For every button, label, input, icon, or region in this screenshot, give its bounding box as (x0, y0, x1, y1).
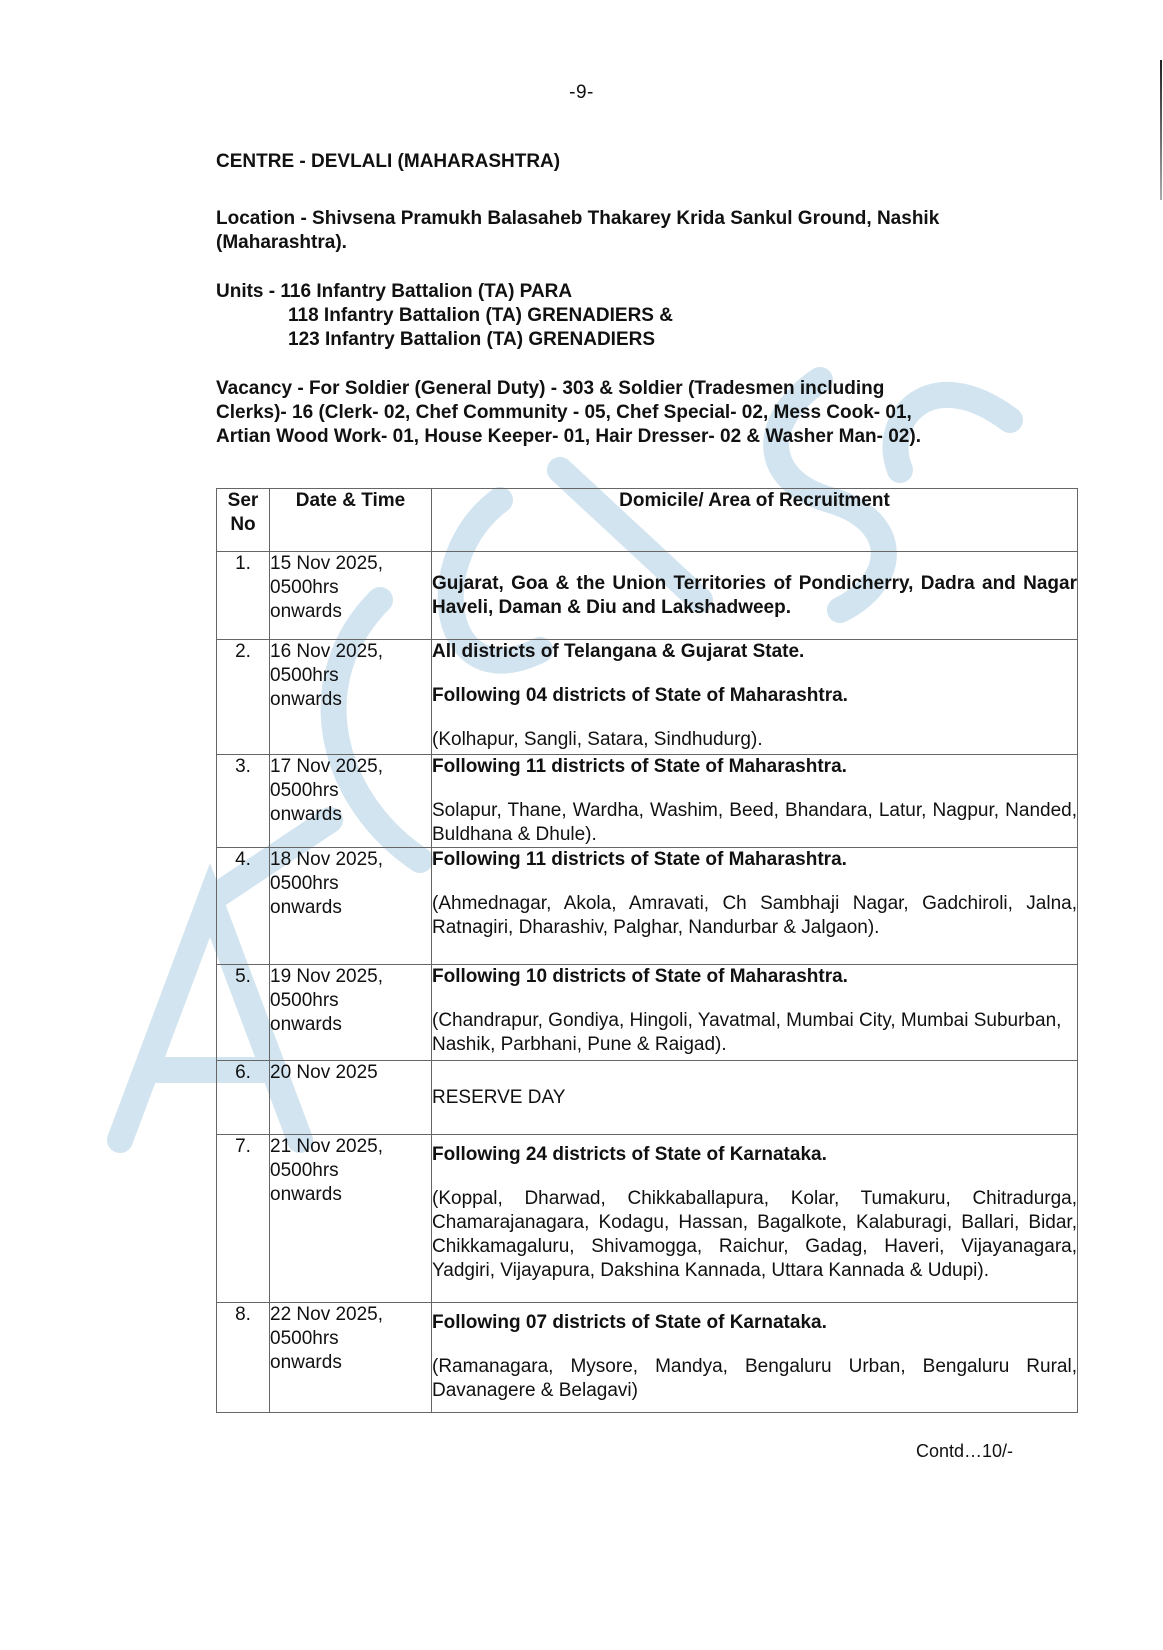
onwards-text: onwards (270, 1184, 342, 1205)
onwards-text: onwards (270, 689, 342, 710)
unit-item: 123 Infantry Battalion (TA) GRENADIERS (288, 329, 656, 350)
table-header-row (217, 489, 1078, 552)
cell-ser: 5. (217, 965, 270, 1061)
time-text: 0500hrs (270, 1328, 339, 1349)
vacancy-block (216, 377, 1076, 449)
continued-note: Contd…10/- (916, 1441, 1014, 1461)
cell-area (432, 1303, 1078, 1413)
unit-item: 118 Infantry Battalion (TA) GRENADIERS & (288, 305, 673, 326)
table-row (217, 755, 1078, 848)
reserve-day-text: RESERVE DAY (432, 1086, 566, 1108)
table-row (217, 1061, 1078, 1135)
table-row (217, 1303, 1078, 1413)
cell-area (432, 848, 1078, 965)
cell-date (270, 1135, 432, 1303)
centre-title: CENTRE - DEVLALI (MAHARASHTRA) (216, 151, 561, 172)
cell-date (270, 1061, 432, 1135)
cell-ser: 8. (217, 1303, 270, 1413)
cell-date (270, 848, 432, 965)
area-heading: Following 24 districts of State of Karnataka. (432, 1144, 827, 1165)
cell-ser: 7. (217, 1135, 270, 1303)
units-line (216, 280, 1076, 304)
table-row (217, 552, 1078, 640)
date-text: 20 Nov 2025 (270, 1062, 378, 1083)
cell-ser: 3. (217, 755, 270, 848)
onwards-text: onwards (270, 1014, 342, 1035)
onwards-text: onwards (270, 601, 342, 622)
time-text: 0500hrs (270, 990, 339, 1011)
header-date-time: Date & Time (270, 489, 432, 552)
time-text: 0500hrs (270, 1160, 339, 1181)
units-label: Units - (216, 281, 281, 302)
page-number: -9- (569, 82, 594, 103)
cell-area (432, 552, 1078, 640)
vacancy-line: Vacancy - For Soldier (General Duty) - 303 & Soldier (Tradesmen including (216, 378, 885, 399)
area-districts: (Ahmednagar, Akola, Amravati, Ch Sambhaji Nagar, Gadchiroli, Jalna, Ratnagiri, Dharashiv, Palghar, Nandurbar & Jalgaon). (432, 893, 1077, 938)
recruitment-schedule-table (216, 488, 1078, 1413)
cell-area (432, 1061, 1078, 1135)
cell-ser: 4. (217, 848, 270, 965)
cell-area (432, 965, 1078, 1061)
table-row (217, 965, 1078, 1061)
area-heading: Following 04 districts of State of Maharashtra. (432, 685, 848, 706)
area-heading: All districts of Telangana & Gujarat State. (432, 641, 805, 662)
table-row (217, 848, 1078, 965)
location-line: Location - Shivsena Pramukh Balasaheb Thakarey Krida Sankul Ground, Nashik (216, 208, 940, 229)
vacancy-line: Clerks)- 16 (Clerk- 02, Chef Community - 05, Chef Special- 02, Mess Cook- 01, (216, 402, 912, 423)
location-line: (Maharashtra). (216, 232, 347, 253)
area-heading: Following 11 districts of State of Maharashtra. (432, 756, 847, 777)
date-text: 21 Nov 2025, (270, 1136, 384, 1157)
unit-item: 116 Infantry Battalion (TA) PARA (280, 281, 573, 302)
date-text: 17 Nov 2025, (270, 756, 384, 777)
header-text: No (230, 514, 256, 535)
page-edge-line (1160, 60, 1162, 200)
onwards-text: onwards (270, 1352, 342, 1373)
units-block (216, 280, 1076, 352)
date-text: 15 Nov 2025, (270, 553, 384, 574)
cell-date (270, 755, 432, 848)
cell-date (270, 640, 432, 755)
area-heading: Following 10 districts of State of Maharashtra. (432, 966, 848, 987)
header-text: Ser (227, 490, 259, 511)
area-districts: (Ramanagara, Mysore, Mandya, Bengaluru Urban, Bengaluru Rural, Davanagere & Belagavi) (432, 1356, 1077, 1401)
time-text: 0500hrs (270, 780, 339, 801)
cell-area (432, 755, 1078, 848)
cell-date (270, 965, 432, 1061)
date-text: 16 Nov 2025, (270, 641, 384, 662)
area-districts: (Kolhapur, Sangli, Satara, Sindhudurg). (432, 729, 763, 750)
onwards-text: onwards (270, 804, 342, 825)
cell-ser: 2. (217, 640, 270, 755)
area-heading: Following 07 districts of State of Karnataka. (432, 1312, 827, 1333)
area-districts: (Koppal, Dharwad, Chikkaballapura, Kolar, Tumakuru, Chitradurga, Chamarajanagara, Kodagu, Hassan, Bagalkote, Kalaburagi, Ballari, Bidar, Chikkamagaluru, Shivamogga, Raichur, Gadag, Haveri, Vijayanagara, Yadgiri, Vijayapura, Dakshina Kannada, Uttara Kannada & Udupi). (432, 1188, 1077, 1281)
table-row (217, 1135, 1078, 1303)
time-text: 0500hrs (270, 577, 339, 598)
onwards-text: onwards (270, 897, 342, 918)
area-heading: Following 11 districts of State of Maharashtra. (432, 849, 847, 870)
location-block (216, 207, 1076, 255)
cell-date (270, 1303, 432, 1413)
time-text: 0500hrs (270, 873, 339, 894)
cell-ser: 6. (217, 1061, 270, 1135)
cell-date (270, 552, 432, 640)
vacancy-line: Artian Wood Work- 01, House Keeper- 01, Hair Dresser- 02 & Washer Man- 02). (216, 426, 921, 447)
date-text: 18 Nov 2025, (270, 849, 384, 870)
date-text: 19 Nov 2025, (270, 966, 384, 987)
area-districts: Solapur, Thane, Wardha, Washim, Beed, Bhandara, Latur, Nagpur, Nanded, Buldhana & Dhule). (432, 800, 1077, 845)
centre-section (216, 150, 1076, 449)
cell-ser: 1. (217, 552, 270, 640)
area-heading: Gujarat, Goa & the Union Territories of Pondicherry, Dadra and Nagar Haveli, Daman & Diu and Lakshadweep. (432, 572, 1077, 618)
header-area: Domicile/ Area of Recruitment (432, 489, 1078, 552)
header-ser-no (217, 489, 270, 552)
date-text: 22 Nov 2025, (270, 1304, 384, 1325)
cell-area (432, 1135, 1078, 1303)
time-text: 0500hrs (270, 665, 339, 686)
area-districts: (Chandrapur, Gondiya, Hingoli, Yavatmal, Mumbai City, Mumbai Suburban, Nashik, Parbhani, Pune & Raigad). (432, 1010, 1062, 1055)
table-row (217, 640, 1078, 755)
cell-area (432, 640, 1078, 755)
